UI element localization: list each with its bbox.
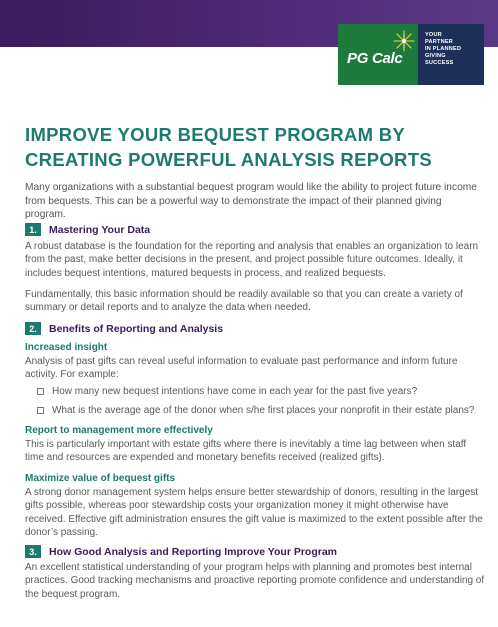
section-number: 1.: [25, 223, 41, 236]
section-1-paragraph-1: A robust database is the foundation for the reporting and analysis that enables an organization to learn from the past, make better decisions in the present, and project possible future outcomes. Ideally, it includes bequest intentions, matured bequests in process, and realized bequests.: [25, 241, 479, 279]
section-number: 2.: [25, 322, 41, 335]
subsection-heading: Increased insight: [25, 342, 108, 353]
section-title: How Good Analysis and Reporting Improve Your Program: [49, 545, 338, 558]
section-heading-3: [25, 545, 337, 558]
section-title: Mastering Your Data: [49, 223, 151, 236]
list-item-text: How many new bequest intentions have come in each year for the past five years?: [52, 386, 418, 397]
pg-calc-logo: [338, 24, 484, 85]
logo-green-panel: [338, 24, 418, 85]
logo-wordmark: PG Calc: [347, 50, 403, 67]
subsection-text: Analysis of past gifts can reveal useful information to evaluate past performance and inform future activity. For example:: [25, 356, 458, 381]
subsection-text: A strong donor management system helps ensure better stewardship of donors, resulting in the largest gifts possible, whereas poor stewardship costs your organization money it might otherwise have received. Effective gift administration ensures the gift value is maximized to the extent possible after the donor’s passing.: [25, 487, 483, 538]
list-item: [37, 404, 487, 417]
list-item: [37, 385, 487, 398]
section-number: 3.: [25, 545, 41, 558]
starburst-icon: [393, 30, 415, 52]
section-heading-2: [25, 322, 223, 335]
logo-tagline-panel: [418, 24, 484, 85]
intro-paragraph: Many organizations with a substantial bequest program would like the ability to project future income from bequests. This can be a powerful way to demonstrate the impact of their planned giving program.: [25, 182, 477, 220]
section-title: Benefits of Reporting and Analysis: [49, 322, 224, 335]
section-1-paragraph-2: Fundamentally, this basic information should be readily available so that you can create a variety of summary or detail reports and to analyze the data when needed.: [25, 289, 463, 314]
subsection-text: This is particularly important with estate gifts where there is inevitably a time lag between when staff time and resources are expended and monetary benefits received (realized gifts).: [25, 439, 467, 464]
page-title: [25, 122, 485, 172]
list-item-text: What is the average age of the donor when s/he first places your nonprofit in their estate plans?: [52, 405, 475, 416]
logo-tagline-line: IN PLANNED: [425, 46, 462, 52]
checkbox-bullet-icon: [37, 407, 44, 414]
logo-tagline-line: SUCCESS: [425, 60, 454, 66]
checkbox-bullet-icon: [37, 388, 44, 395]
logo-tagline-line: GIVING: [425, 53, 446, 59]
page-title-line: IMPROVE YOUR BEQUEST PROGRAM BY: [25, 124, 406, 145]
logo-tagline-line: YOUR: [425, 32, 442, 38]
subsection-heading: Maximize value of bequest gifts: [25, 473, 176, 484]
section-heading-1: [25, 223, 150, 236]
logo-tagline-line: PARTNER: [425, 39, 454, 45]
subsection-heading: Report to management more effectively: [25, 425, 213, 436]
page-title-line: CREATING POWERFUL ANALYSIS REPORTS: [25, 149, 432, 170]
section-3-paragraph: An excellent statistical understanding of your program helps with planning and promotes best internal practices. Good tracking mechanisms and proactive reporting promote confidence and understanding of the bequest program.: [25, 562, 485, 600]
